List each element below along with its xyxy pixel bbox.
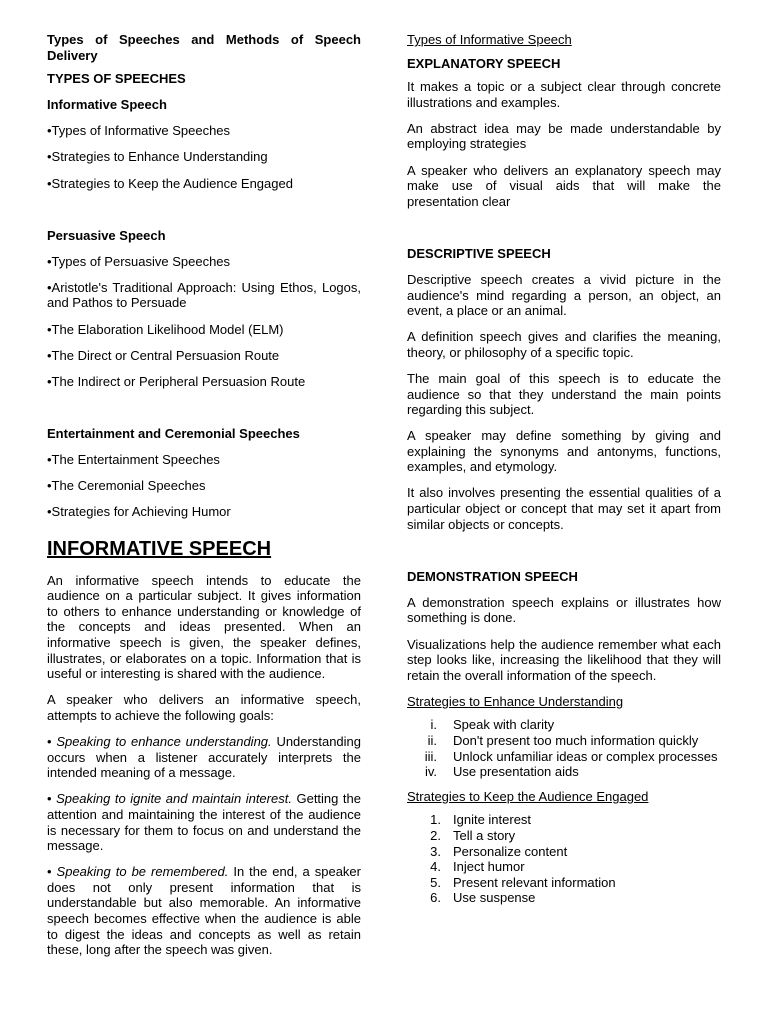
goal-text: Getting the attention and maintaining the interest of the audience is necessary for them to focus on and understand the message. xyxy=(47,791,361,854)
bullet: • xyxy=(47,734,57,750)
list-item: •Strategies for Achieving Humor xyxy=(47,504,231,520)
list-marker: ii. xyxy=(427,733,437,748)
list-item xyxy=(407,859,721,875)
list-marker: 6. xyxy=(430,890,441,906)
list-text: Use presentation aids xyxy=(453,764,579,780)
goal-paragraph xyxy=(47,734,361,781)
goal-text: In the end, a speaker does not only present information that is understandable but also memorable. An informative speech becomes effective when the audience is able to digest the ideas and concepts as well as retain these, long after the speech was given. xyxy=(47,864,361,958)
list-item xyxy=(407,749,721,765)
left-column xyxy=(47,32,361,968)
list-text: Tell a story xyxy=(453,827,516,843)
goal-text: Understanding occurs when a listener accurately interprets the intended meaning of a message. xyxy=(47,734,362,781)
enhance-understanding-list xyxy=(407,717,721,779)
list-item xyxy=(407,764,721,780)
list-item xyxy=(407,717,721,733)
persuasive-speech-heading: Persuasive Speech xyxy=(47,227,166,243)
goal-label: Speaking to enhance understanding. xyxy=(56,734,272,750)
list-marker: 4. xyxy=(430,859,441,875)
list-text: Ignite interest xyxy=(453,812,532,828)
list-item: •Types of Informative Speeches xyxy=(47,123,231,139)
goal-paragraph xyxy=(47,864,361,958)
list-item: •Strategies to Keep the Audience Engaged xyxy=(47,175,293,191)
paragraph: An abstract idea may be made understandable by employing strategies xyxy=(407,120,721,152)
keep-audience-engaged-list xyxy=(407,812,721,906)
paragraph: Visualizations help the audience remember what each step looks like, increasing the likelihood that they will retain the overall information of the speech. xyxy=(407,636,721,683)
keep-audience-engaged-title: Strategies to Keep the Audience Engaged xyxy=(407,788,649,804)
demonstration-speech-heading: DEMONSTRATION SPEECH xyxy=(407,568,578,584)
enhance-understanding-title: Strategies to Enhance Understanding xyxy=(407,693,624,709)
list-item xyxy=(407,733,721,749)
list-text: Personalize content xyxy=(453,843,568,859)
paragraph: It makes a topic or a subject clear through concrete illustrations and examples. xyxy=(407,79,721,110)
list-item: •Aristotle's Traditional Approach: Using Ethos, Logos, and Pathos to Persuade xyxy=(47,279,361,311)
paragraph: A demonstration speech explains or illustrates how something is done. xyxy=(407,594,721,626)
list-marker: 5. xyxy=(430,874,441,890)
list-marker: 2. xyxy=(430,827,441,843)
list-item: •The Indirect or Peripheral Persuasion Route xyxy=(47,373,306,389)
explanatory-speech-heading: EXPLANATORY SPEECH xyxy=(407,55,561,71)
list-marker: iv. xyxy=(424,764,437,780)
list-text: Use suspense xyxy=(453,890,536,906)
types-of-informative-speech-title: Types of Informative Speech xyxy=(407,32,572,47)
list-item xyxy=(407,812,721,828)
list-text: Speak with clarity xyxy=(453,717,555,733)
entertainment-speech-heading: Entertainment and Ceremonial Speeches xyxy=(47,425,300,441)
list-item: •The Ceremonial Speeches xyxy=(47,478,206,493)
right-column xyxy=(407,32,721,915)
list-marker: i. xyxy=(430,717,437,733)
paragraph: A speaker may define something by giving and explaining the synonyms and antonyms, functions, examples, and etymology. xyxy=(407,428,721,475)
informative-speech-heading: Informative Speech xyxy=(47,97,167,113)
list-item xyxy=(407,828,721,844)
list-item xyxy=(407,875,721,891)
list-text: Inject humor xyxy=(453,859,525,875)
paragraph: A definition speech gives and clarifies the meaning, theory, or philosophy of a specific topic. xyxy=(407,329,721,360)
goal-label: Speaking to ignite and maintain interest. xyxy=(56,791,292,807)
list-item: •The Direct or Central Persuasion Route xyxy=(47,347,280,363)
list-marker: iii. xyxy=(424,748,437,764)
goal-label: Speaking to be remembered. xyxy=(56,864,229,880)
descriptive-speech-heading: DESCRIPTIVE SPEECH xyxy=(407,245,551,261)
list-item: •Strategies to Enhance Understanding xyxy=(47,149,268,165)
bullet: • xyxy=(47,864,57,880)
list-item: •The Entertainment Speeches xyxy=(47,451,220,467)
list-marker: 1. xyxy=(430,812,441,828)
intro-paragraph: An informative speech intends to educate the audience on a particular subject. It gives information to others to enhance understanding or knowledge of the concepts and ideas presented. When an informative speech is given, the speaker defines, illustrates, or elaborates on a topic. Information that is useful or interesting is shared with the audience. xyxy=(47,572,361,682)
list-marker: 3. xyxy=(430,843,441,859)
informative-speech-section-title: INFORMATIVE SPEECH xyxy=(47,537,272,560)
document-title: Types of Speeches and Methods of Speech Delivery xyxy=(47,32,361,63)
list-text: Don't present too much information quickly xyxy=(453,733,699,748)
types-of-speeches-heading: TYPES OF SPEECHES xyxy=(47,71,186,87)
list-text: Unlock unfamiliar ideas or complex processes xyxy=(453,748,718,764)
list-text: Present relevant information xyxy=(453,874,616,890)
paragraph: Descriptive speech creates a vivid picture in the audience's mind regarding a person, an object, an event, a place or an animal. xyxy=(407,271,721,319)
goal-paragraph xyxy=(47,791,361,853)
list-item xyxy=(407,844,721,860)
paragraph: It also involves presenting the essential qualities of a particular object or concept that may set it apart from similar objects or concepts. xyxy=(407,485,721,532)
goals-intro-paragraph: A speaker who delivers an informative speech, attempts to achieve the following goals: xyxy=(47,692,361,723)
bullet: • xyxy=(47,791,57,807)
list-item: •Types of Persuasive Speeches xyxy=(47,253,231,269)
list-item xyxy=(407,890,721,906)
paragraph: The main goal of this speech is to educate the audience so that they understand the main points regarding this subject. xyxy=(407,370,721,418)
paragraph: A speaker who delivers an explanatory speech may make use of visual aids that will make the presentation clear xyxy=(407,162,721,209)
list-item: •The Elaboration Likelihood Model (ELM) xyxy=(47,321,284,337)
